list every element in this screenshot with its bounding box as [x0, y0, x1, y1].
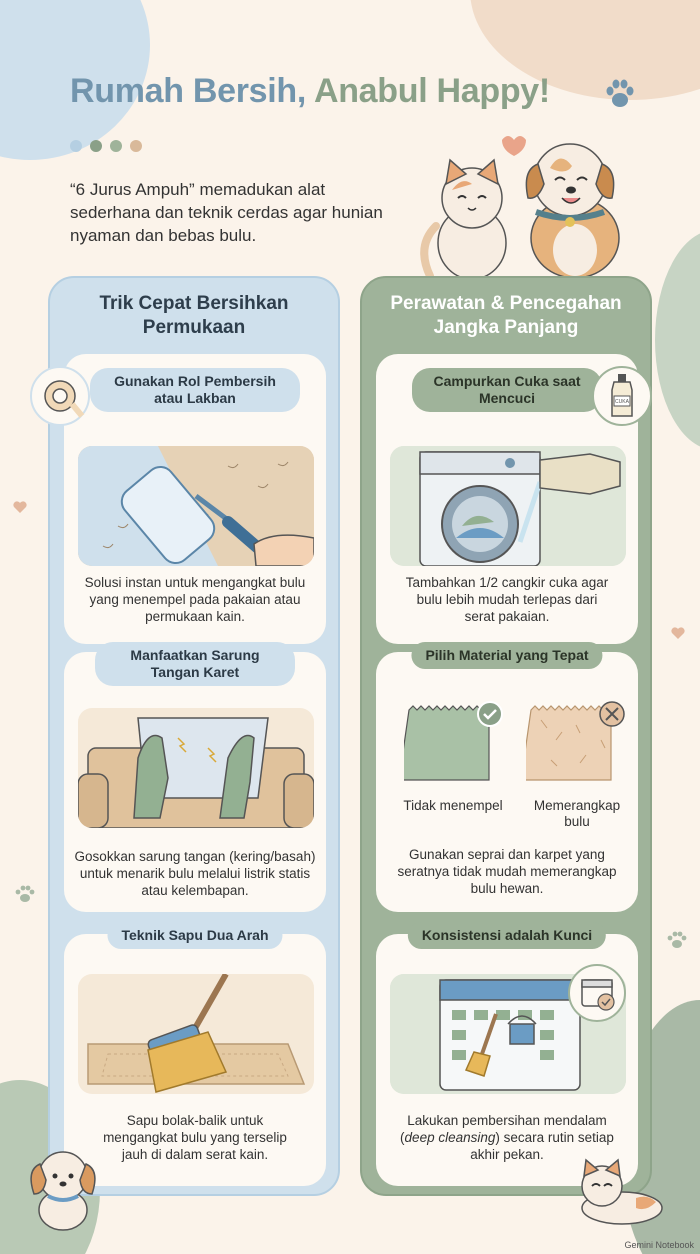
card-heading: Manfaatkan Sarung Tangan Karet: [95, 642, 295, 686]
card-heading: Gunakan Rol Pembersih atau Lakban: [90, 368, 300, 412]
heart-icon: [12, 500, 28, 514]
card-heading: Konsistensi adalah Kunci: [408, 922, 606, 949]
bottle-label: CUKA: [615, 399, 629, 405]
tape-roll-icon: [30, 366, 90, 426]
title-part-1: Rumah Bersih,: [70, 72, 307, 110]
material-label-good: Tidak menempel: [403, 798, 503, 813]
card-heading: Teknik Sapu Dua Arah: [107, 922, 282, 949]
card-heading: Campurkan Cuka saat Mencuci: [412, 368, 602, 412]
card-heading: Pilih Material yang Tepat: [411, 642, 602, 669]
cat-and-dog-illustration: [410, 128, 640, 278]
description-text-post: ) secara rutin setiap akhir pekan.: [470, 1130, 614, 1162]
calendar-check-icon: [568, 964, 626, 1022]
card-description: Solusi instan untuk mengangkat bulu yang menempel pada pakaian atau permukaan kain.: [84, 575, 306, 624]
rubber-gloves-illustration: [78, 708, 314, 828]
card-description: Sapu bolak-balik untuk mengangkat bulu yang terselip jauh di dalam serat kain.: [103, 1113, 287, 1162]
card-description: Gosokkan sarung tangan (kering/basah) untuk menarik bulu melalui listrik statis atau kelembapan.: [74, 849, 316, 898]
material-label-bad: Memerangkap bulu: [533, 798, 621, 829]
heart-icon: [670, 626, 686, 640]
left-column-quick-tricks: [48, 276, 340, 1196]
left-column-title: Trik Cepat Bersihkan Permukaan: [99, 293, 289, 338]
decorative-dots: [70, 140, 142, 152]
footer-credit: Gemini Notebook: [624, 1240, 694, 1250]
paw-icon: [666, 930, 688, 950]
card-rubber-gloves: [64, 647, 326, 912]
fuzzy-fabric-swatch: [526, 700, 626, 790]
card-description: Tambahkan 1/2 cangkir cuka agar bulu lebih mudah terlepas dari serat pakaian.: [405, 575, 609, 624]
lint-roller-illustration: [78, 446, 314, 566]
puppy-illustration: [18, 1140, 108, 1232]
background-blob-right-green: [655, 230, 700, 450]
right-column-title: Perawatan & Pencegahan Jangka Panjang: [390, 293, 622, 338]
card-choose-material: [376, 647, 638, 912]
kitten-illustration: [566, 1152, 670, 1228]
card-lint-roller: [64, 354, 326, 644]
right-column-long-term-care: [360, 276, 652, 1196]
washing-machine-illustration: [390, 446, 626, 566]
smooth-fabric-swatch: [404, 700, 504, 790]
paw-icon: [602, 76, 638, 112]
description-text-emphasis: deep cleansing: [404, 1130, 496, 1145]
title-part-2: Anabul Happy!: [313, 72, 550, 110]
vinegar-bottle-icon: [592, 366, 652, 426]
description-text-pre: Lakukan pembersihan mendalam (: [400, 1113, 607, 1145]
intro-text: “6 Jurus Ampuh” memadukan alat sederhana dan teknik cerdas agar hunian nyaman dan bebas bulu.: [70, 180, 383, 245]
page-title: [70, 72, 670, 111]
paw-icon: [14, 884, 36, 904]
card-description: Gunakan seprai dan karpet yang seratnya tidak mudah memerangkap bulu hewan.: [397, 847, 617, 896]
broom-sweeping-illustration: [78, 974, 314, 1094]
